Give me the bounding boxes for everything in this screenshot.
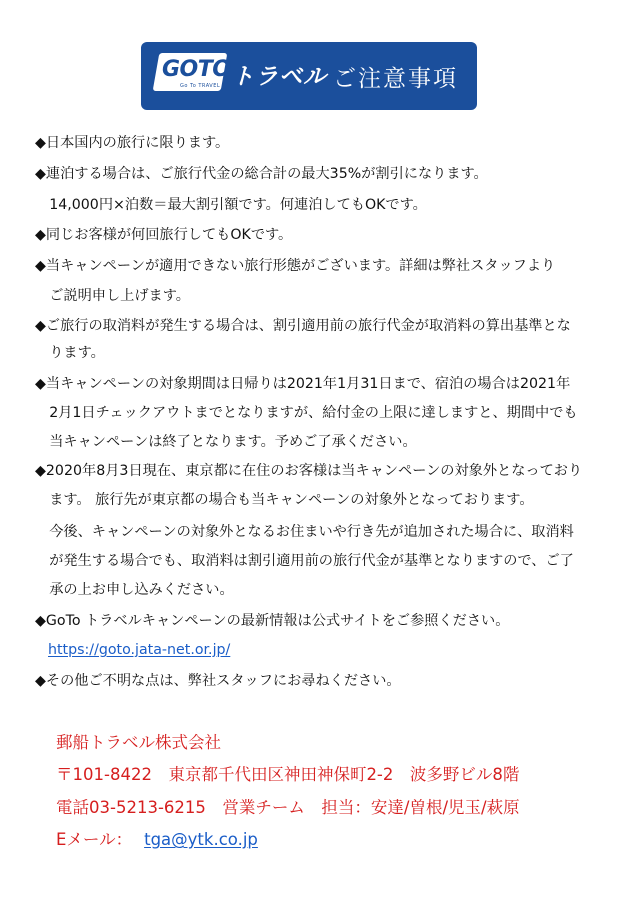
notice-line: ◆当キャンペーンが適用できない旅行形態がございます。詳細は弊社スタッフより xyxy=(35,258,556,274)
header-banner xyxy=(141,42,477,110)
company-phone: 電話03-5213-6215 営業チーム 担当：安達/曽根/児玉/萩原 xyxy=(56,798,520,817)
notice-line: ◆GoTo トラベルキャンペーンの最新情報は公式サイトをご参照ください。 xyxy=(35,613,510,629)
company-address: 〒101-8422 東京都千代田区神田神保町2-2 波多野ビル8階 xyxy=(56,765,520,784)
notice-line: 2月1日チェックアウトまでとなりますが、給付金の上限に達しますと、期間中でも xyxy=(35,405,578,421)
notice-line: ◆連泊する場合は、ご旅行代金の総合計の最大35%が割引になります。 xyxy=(35,166,488,182)
notice-line: 承の上お申し込みください。 xyxy=(35,582,234,598)
email-label: Eメール： xyxy=(56,830,133,849)
logo-subtext: Go To TRAVEL xyxy=(180,83,221,89)
notice-line: 今後、キャンペーンの対象外となるお住まいや行き先が追加された場合に、取消料 xyxy=(35,524,574,540)
goto-logo xyxy=(156,53,231,91)
notice-line: ◆ご旅行の取消料が発生する場合は、割引適用前の旅行代金が取消料の算出基準とな xyxy=(35,318,571,334)
notice-line: ◆日本国内の旅行に限ります。 xyxy=(35,135,230,151)
email-link[interactable]: tga@ytk.co.jp xyxy=(144,830,258,849)
logo-text: GOTO xyxy=(162,57,231,82)
notice-line: ◆その他ご不明な点は、弊社スタッフにお尋ねください。 xyxy=(35,673,401,689)
company-name: 郵船トラベル株式会社 xyxy=(56,733,221,752)
notice-line: ご説明申し上げます。 xyxy=(35,288,190,304)
notice-line: 14,000円×泊数＝最大割引額です。何連泊してもOKです。 xyxy=(35,197,427,213)
notice-line: 当キャンペーンは終了となります。予めご了承ください。 xyxy=(35,434,417,450)
official-site-link[interactable]: https://goto.jata-net.or.jp/ xyxy=(48,642,231,658)
notice-line: ます。 旅行先が東京都の場合も当キャンペーンの対象外となっております。 xyxy=(35,492,534,508)
notice-line: ◆同じお客様が何回旅行してもOKです。 xyxy=(35,227,293,243)
banner-notice-title: ご注意事項 xyxy=(333,66,458,92)
notice-line: が発生する場合でも、取消料は割引適用前の旅行代金が基準となりますので、ご了 xyxy=(35,553,574,569)
notice-line: ります。 xyxy=(35,345,105,361)
notice-line: ◆2020年8月3日現在、東京都に在住のお客様は当キャンペーンの対象外となっており xyxy=(35,463,583,479)
company-email-row xyxy=(56,829,258,851)
notice-line: ◆当キャンペーンの対象期間は日帰りは2021年1月31日まで、宿泊の場合は2021年 xyxy=(35,376,571,392)
banner-travel-text: トラベル xyxy=(231,64,327,90)
